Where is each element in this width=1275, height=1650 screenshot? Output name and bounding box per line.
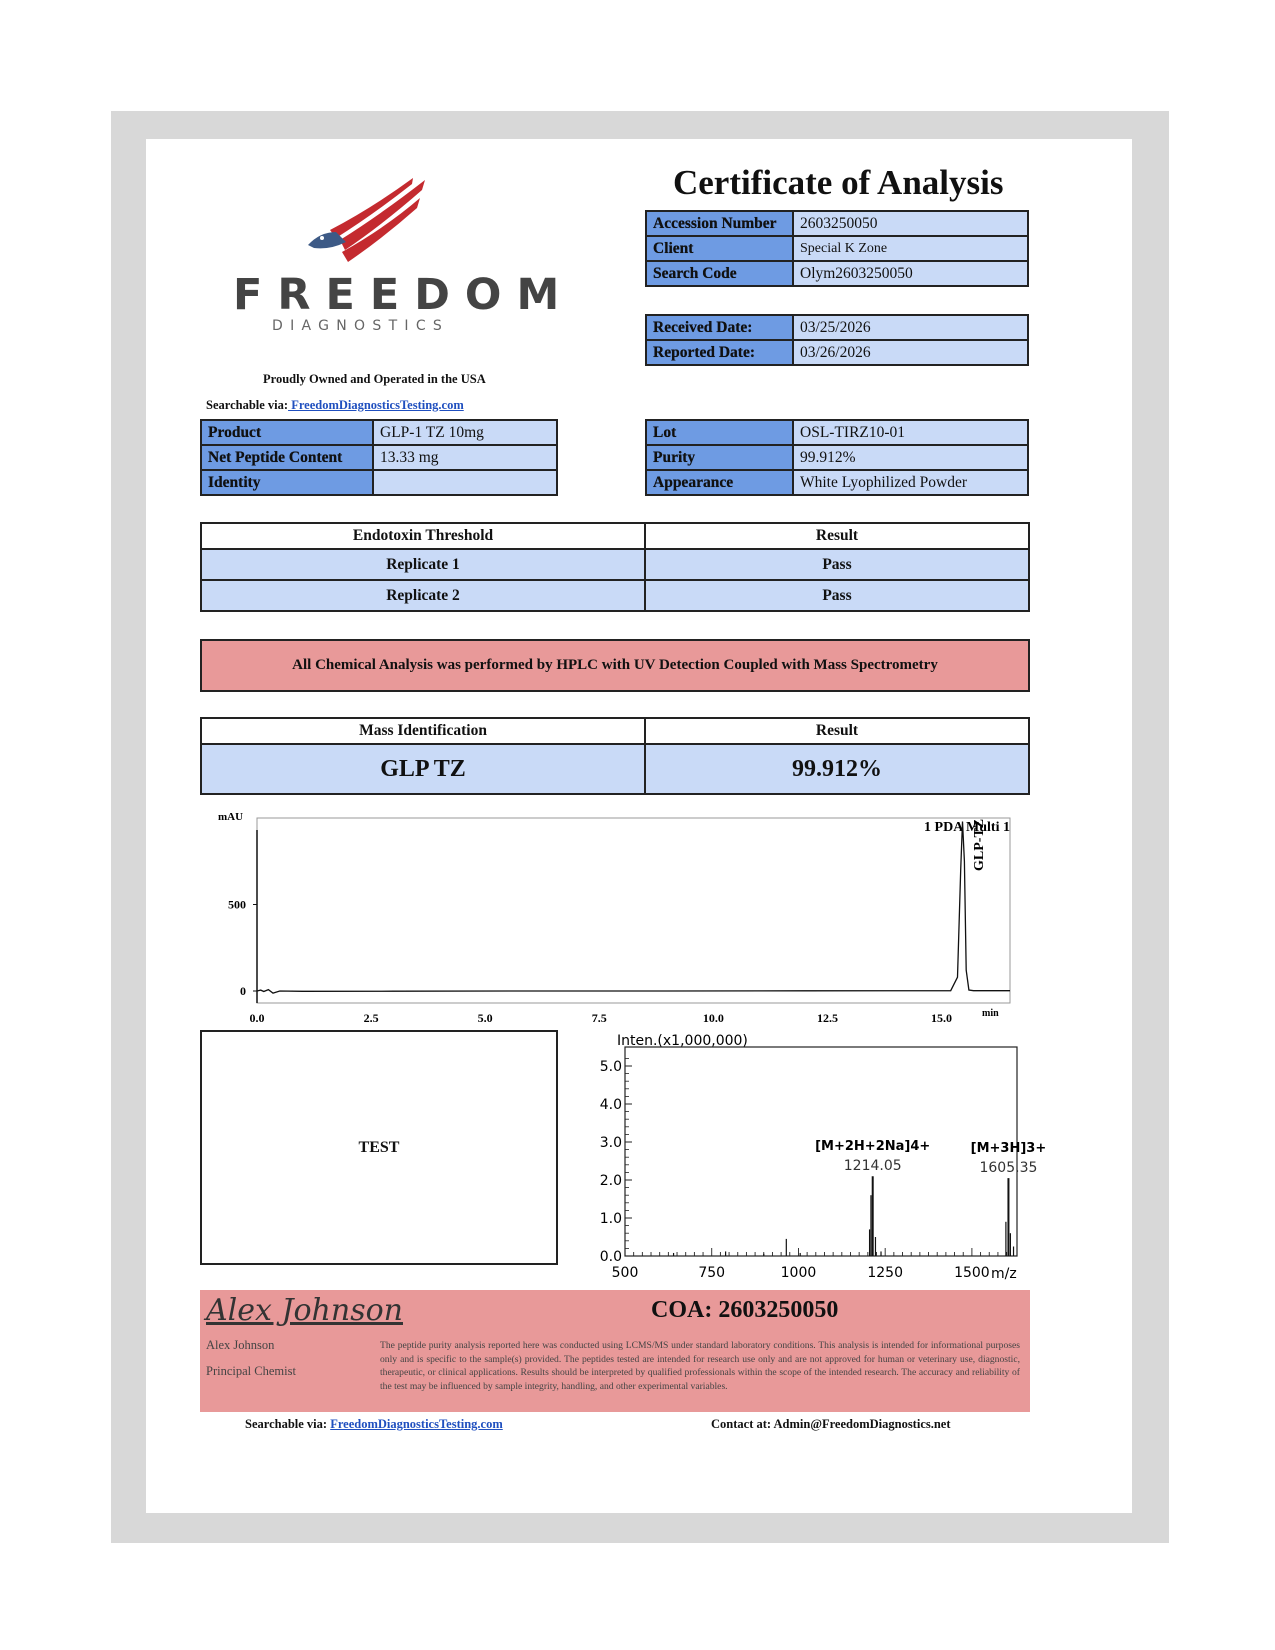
replicate-name: Replicate 1 (201, 549, 645, 580)
lot-label: Lot (646, 420, 793, 445)
searchable-via (206, 398, 464, 413)
product-value: GLP-1 TZ 10mg (373, 420, 557, 445)
hplc-x-axis-label: min (982, 1008, 999, 1019)
disclaimer-text: The peptide purity analysis reported here was conducted using LCMS/MS under standard laboratory conditions. This analysis is intended for informational purposes only and is specific to the sample(s) provided. The peptides tested are intended for research use only and are not approved for human or veterinary use, diagnostic, therapeutic, or clinical applications. Results should be interpreted by qualified professionals within the scope of the intended research. The accuracy and reliability of the test may be influenced by sample integrity, handling, and other experimental variables. (380, 1340, 1020, 1392)
searchable-label: Searchable via: (206, 398, 289, 412)
client-value: Special K Zone (793, 236, 1028, 261)
test-box (200, 1030, 558, 1265)
lot-value: OSL-TIRZ10-01 (793, 420, 1028, 445)
ms-x-tick-label: 500 (611, 1265, 639, 1281)
ms-y-tick-label: 2.0 (599, 1173, 622, 1189)
ms-x-tick-label: 1250 (867, 1265, 903, 1281)
net-peptide-value: 13.33 mg (373, 445, 557, 470)
endotoxin-result-header: Result (645, 523, 1029, 549)
mass-id-header: Mass Identification (201, 718, 645, 744)
table-row (201, 445, 557, 470)
brand-name: FREEDOM (233, 270, 575, 320)
analysis-method-text: All Chemical Analysis was performed by HPLC with UV Detection Coupled with Mass Spectrometry (292, 657, 938, 673)
tagline: Proudly Owned and Operated in the USA (263, 372, 486, 386)
received-date-value: 03/25/2026 (793, 315, 1028, 340)
endotoxin-header: Endotoxin Threshold (201, 523, 645, 549)
table-row (201, 580, 1029, 611)
net-peptide-label: Net Peptide Content (201, 445, 373, 470)
table-row (646, 261, 1028, 286)
mass-spectrum (585, 1030, 1047, 1285)
hplc-x-tick-label: 2.5 (363, 1011, 379, 1025)
ms-peak-ion-label: [M+2H+2Na]4+ (815, 1139, 931, 1155)
hplc-legend: 1 PDA Multi 1 (924, 820, 1010, 835)
search-code-value: Olym2603250050 (793, 261, 1028, 286)
ms-peak-mz-label: 1214.05 (843, 1158, 902, 1175)
purity-label: Purity (646, 445, 793, 470)
table-header-row (201, 718, 1029, 744)
ms-y-tick-label: 3.0 (599, 1135, 622, 1151)
hplc-plot-frame (257, 818, 1010, 1003)
ms-y-tick-label: 4.0 (599, 1097, 622, 1113)
signature: Alex Johnson (206, 1293, 403, 1328)
hplc-y-tick-label: 500 (228, 897, 246, 912)
table-row (646, 420, 1028, 445)
purity-value: 99.912% (793, 445, 1028, 470)
ms-y-tick-label: 1.0 (599, 1211, 622, 1227)
compound-name: GLP TZ (201, 744, 645, 794)
mass-result-header: Result (645, 718, 1029, 744)
ms-y-tick-label: 0.0 (599, 1249, 622, 1265)
identity-label: Identity (201, 470, 373, 495)
table-row (646, 315, 1028, 340)
test-box-label: TEST (358, 1138, 400, 1156)
replicate-result: Pass (645, 580, 1029, 611)
ms-x-axis-label: m/z (991, 1266, 1017, 1282)
dates-table (645, 314, 1029, 366)
mass-result: 99.912% (645, 744, 1029, 794)
brand-subtitle: DIAGNOSTICS (272, 318, 450, 334)
table-row (201, 549, 1029, 580)
footer-searchable (245, 1417, 503, 1432)
ms-peak-mz-label: 1605.35 (979, 1160, 1038, 1177)
ms-x-tick-label: 750 (698, 1265, 726, 1281)
eagle-flag-logo-icon (300, 180, 430, 265)
table-header-row (201, 523, 1029, 549)
lot-table (645, 419, 1029, 496)
table-row (646, 470, 1028, 495)
page-title: Certificate of Analysis (673, 163, 1004, 202)
received-date-label: Received Date: (646, 315, 793, 340)
hplc-peak-label: GLP-TZ (972, 818, 987, 871)
ms-x-tick-label: 1000 (780, 1265, 817, 1281)
endotoxin-table (200, 522, 1030, 612)
hplc-y-tick-label: 0 (240, 984, 246, 998)
table-row (646, 340, 1028, 365)
mass-identification-table (200, 717, 1030, 795)
table-row (201, 744, 1029, 794)
identity-value (373, 470, 557, 495)
reported-date-value: 03/26/2026 (793, 340, 1028, 365)
ms-y-tick-label: 5.0 (599, 1059, 622, 1075)
hplc-chromatogram (200, 808, 1030, 1030)
accession-label: Accession Number (646, 211, 793, 236)
product-label: Product (201, 420, 373, 445)
client-label: Client (646, 236, 793, 261)
analysis-method-banner (200, 639, 1030, 692)
ms-x-tick-label: 1500 (954, 1265, 990, 1281)
hplc-x-tick-label: 12.5 (816, 1011, 838, 1025)
product-table (200, 419, 558, 496)
table-row (201, 470, 557, 495)
table-row (201, 420, 557, 445)
signer-title: Principal Chemist (206, 1364, 296, 1378)
footer-website-link[interactable]: FreedomDiagnosticsTesting.com (330, 1417, 503, 1431)
website-link[interactable]: FreedomDiagnosticsTesting.com (288, 398, 464, 412)
table-row (646, 445, 1028, 470)
signer-name: Alex Johnson (206, 1338, 275, 1352)
contact-label: Contact at: (711, 1417, 772, 1431)
hplc-x-tick-label: 5.0 (477, 1011, 493, 1025)
hplc-x-tick-label: 10.0 (702, 1011, 724, 1025)
appearance-label: Appearance (646, 470, 793, 495)
table-row (646, 236, 1028, 261)
hplc-trace (257, 822, 1010, 994)
footer-contact (711, 1417, 951, 1432)
ms-y-axis-label: Inten.(x1,000,000) (617, 1033, 748, 1049)
reported-date-label: Reported Date: (646, 340, 793, 365)
search-code-label: Search Code (646, 261, 793, 286)
hplc-x-tick-label: 7.5 (591, 1011, 607, 1025)
hplc-x-tick-label: 15.0 (931, 1011, 953, 1025)
replicate-name: Replicate 2 (201, 580, 645, 611)
appearance-value: White Lyophilized Powder (793, 470, 1028, 495)
accession-value: 2603250050 (793, 211, 1028, 236)
contact-email[interactable]: Admin@FreedomDiagnostics.net (773, 1417, 951, 1431)
coa-number: COA: 2603250050 (651, 1297, 839, 1323)
accession-table (645, 210, 1029, 287)
footer-searchable-label: Searchable via: (245, 1417, 328, 1431)
table-row (646, 211, 1028, 236)
hplc-y-axis-label: mAU (218, 811, 244, 823)
replicate-result: Pass (645, 549, 1029, 580)
hplc-x-tick-label: 0.0 (249, 1011, 265, 1025)
ms-peak-ion-label: [M+3H]3+ (970, 1141, 1047, 1157)
